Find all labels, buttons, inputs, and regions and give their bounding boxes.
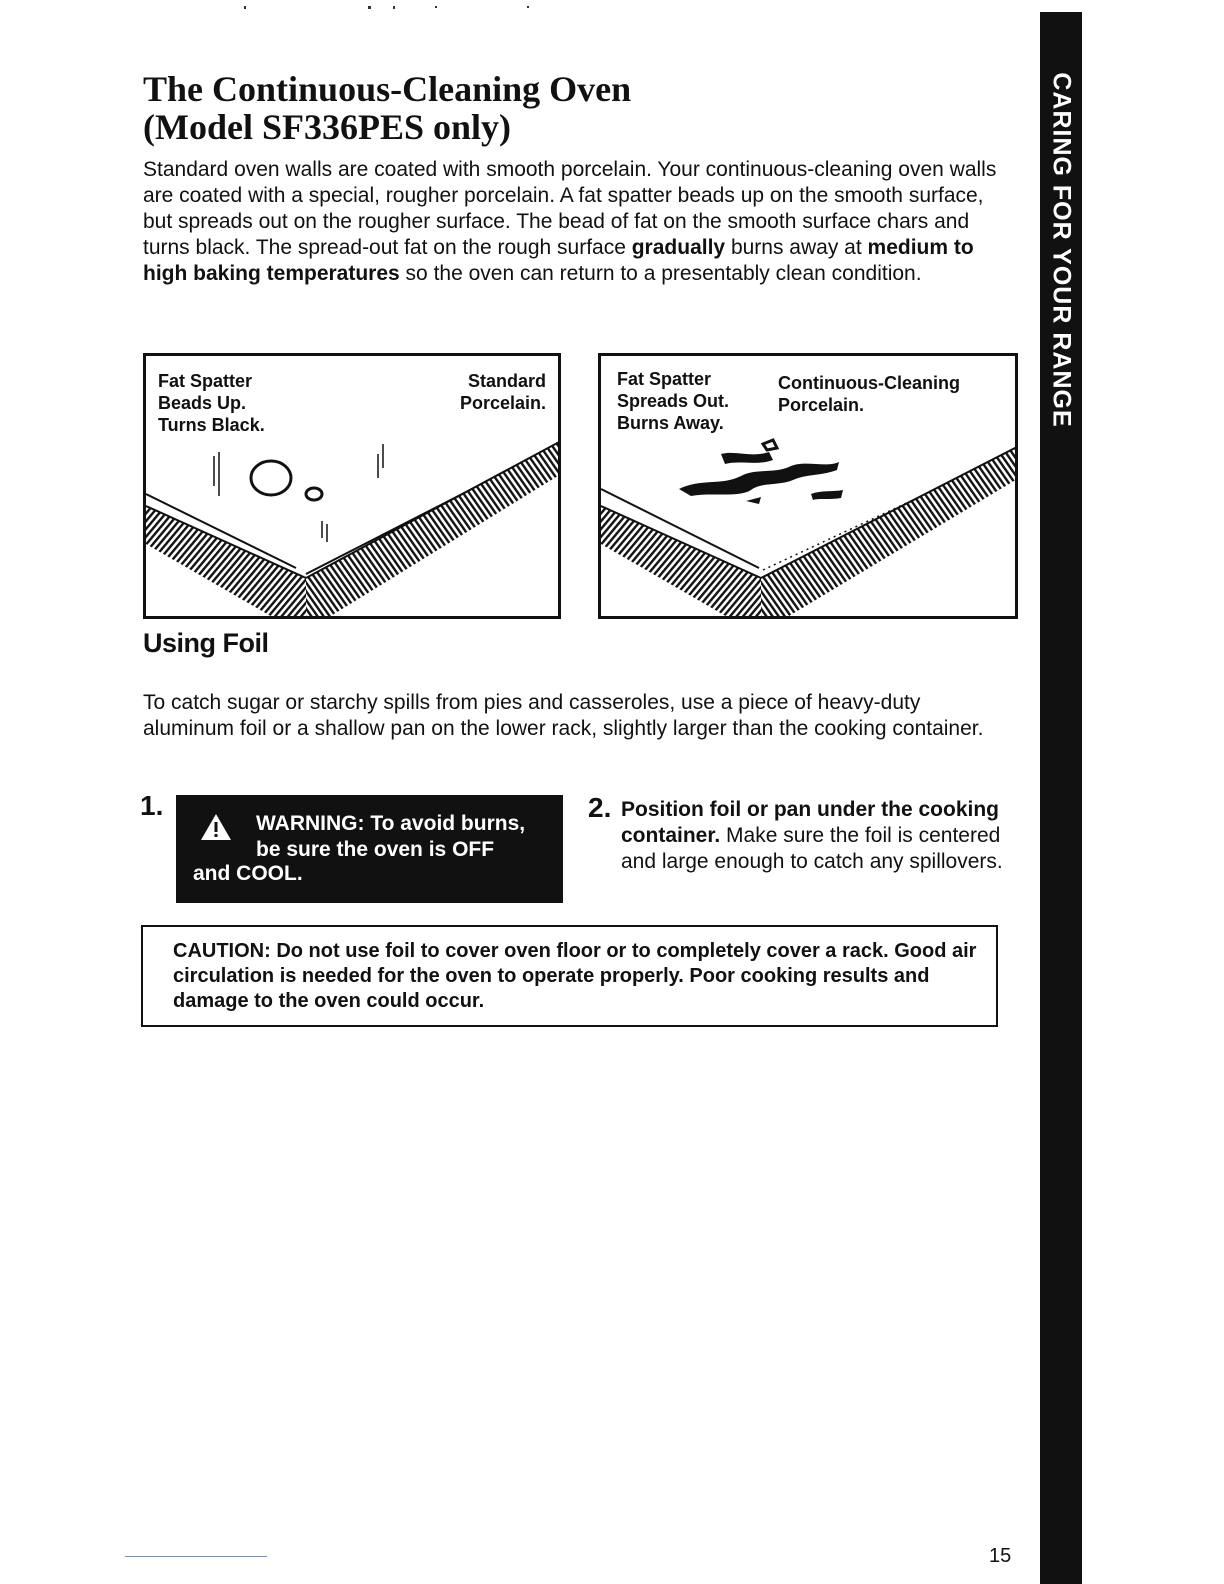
using-foil-intro: To catch sugar or starchy spills from pies and casseroles, use a piece of heavy-duty aluminum foil or a shallow pan on the lower rack, slightly larger than the cooking container. — [143, 691, 984, 740]
caution-box — [141, 925, 998, 1027]
caution-text: CAUTION: Do not use foil to cover oven floor or to completely cover a rack. Good air circulation is needed for the oven to operate properly. Poor cooking results and damage to the oven could occur. — [173, 940, 977, 1012]
page-title — [143, 70, 843, 146]
warning-box — [176, 795, 563, 903]
step-2-bold: Position foil or pan under the cooking container. — [621, 798, 999, 847]
warning-triangle-icon — [199, 812, 233, 844]
using-foil-heading: Using Foil — [143, 628, 269, 658]
continuous-left-label: Fat Spatter Spreads Out. Burns Away. — [617, 369, 730, 433]
continuous-cleaning-diagram — [598, 353, 1018, 619]
warning-line-1: WARNING: To avoid burns, — [256, 812, 526, 835]
intro-text-1: Standard oven walls are coated with smooth porcelain. Your continuous-cleaning oven walls are coated with a special, rougher porcelain. A fat spatter beads up on the smooth surface, but spreads out on the rougher surface. The bead of fat on the smooth surface chars and turns black. The spread-out fat on the rough surface — [143, 158, 997, 259]
standard-right-label: Standard Porcelain. — [459, 371, 546, 413]
title-line-1: The Continuous-Cleaning Oven — [143, 69, 632, 109]
side-tab-label: CARING FOR YOUR RANGE — [1047, 72, 1076, 428]
bottom-rule — [125, 1556, 267, 1557]
warning-line-2: be sure the oven is OFF — [256, 838, 495, 861]
intro-text-3: so the oven can return to a presentably clean condition. — [399, 262, 922, 285]
standard-porcelain-diagram — [143, 353, 561, 619]
page-number: 15 — [989, 1545, 1012, 1567]
warning-line-3: and COOL. — [193, 862, 303, 885]
intro-paragraph — [143, 157, 1003, 287]
standard-left-label: Fat Spatter Beads Up. Turns Black. — [158, 371, 265, 435]
step-2-number: 2. — [588, 792, 612, 823]
scan-specks — [240, 6, 540, 12]
continuous-right-label: Continuous-Cleaning Porcelain. — [778, 373, 960, 415]
intro-bold-1: gradually — [631, 236, 726, 259]
intro-text-2: burns away at — [725, 236, 868, 259]
title-line-2: (Model SF336PES only) — [143, 107, 512, 147]
intro-bold-2: medium to high baking temperatures — [143, 236, 974, 285]
step-2-body: Make sure the foil is centered and large enough to catch any spillovers. — [621, 824, 1003, 873]
step-2-text — [621, 797, 1021, 875]
step-1-number: 1. — [140, 790, 164, 821]
